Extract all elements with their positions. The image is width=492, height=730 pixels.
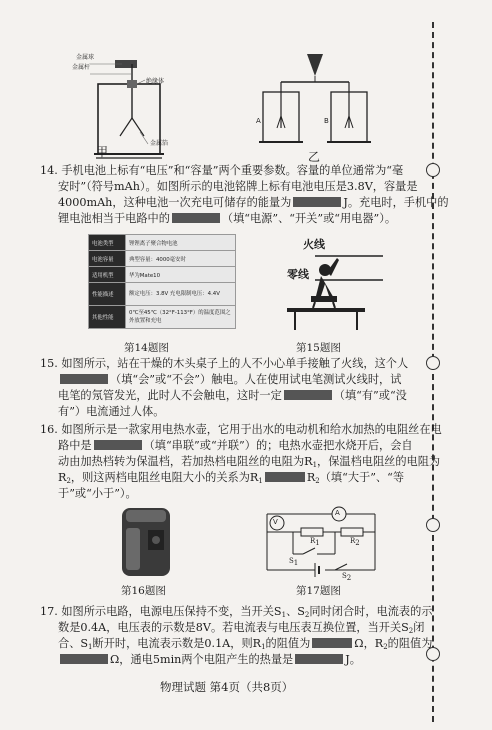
question-15: 15. 如图所示，站在干燥的木头桌子上的人不小心单手接触了火线，这个人 (40, 357, 409, 370)
answer-blank[interactable] (312, 638, 352, 648)
label-a: A (256, 117, 261, 125)
fig16-electric-kettle (112, 500, 182, 580)
q14-line3: 4000mAh，这种电池一次充电可储存的能量为 J。充电时，手机中的 (58, 196, 449, 209)
answer-blank[interactable] (265, 472, 305, 482)
answer-blank[interactable] (295, 654, 343, 664)
answer-blank[interactable] (293, 197, 341, 207)
table-row: 性能描述 额定电压：3.8V 充电限制电压：4.4V (89, 283, 236, 306)
answer-blank[interactable] (60, 654, 108, 664)
r2-label: R2 (350, 537, 360, 547)
figure-caption-yi: 乙 (308, 150, 321, 164)
answer-blank[interactable] (94, 440, 142, 450)
question-14 (40, 163, 403, 179)
q17-line3: 合、$S_1$断开时，电流表示数是0.1A，则$R_1$的阻值为 Ω，$R_2$的阻值为 (58, 637, 433, 651)
figure-15-caption: 第15题图 (296, 342, 341, 354)
answer-blank[interactable] (60, 374, 108, 384)
figure-17-caption: 第17题图 (296, 585, 341, 597)
page-footer: 物理试题 第4页（共8页） (160, 680, 294, 694)
table-row: 电池容量 典型容量：4000毫安时 (89, 251, 236, 267)
binding-hole (426, 356, 440, 370)
fig15-person-on-table (275, 234, 385, 334)
label-metal-rod: 金属杆 (72, 64, 91, 71)
q14-line1: 手机电池上标有“电压”和“容量”两个重要参数。容量的单位通常为“毫 (61, 164, 404, 177)
s1-label: S1 (289, 557, 299, 567)
q15-line4: 有”）电流通过人体。 (58, 405, 165, 418)
label-b: B (324, 117, 329, 125)
label-insulator: 绝缘体 (146, 78, 165, 85)
table-row: 其他性能 0℃至45℃（32°F-113°F）的温度范围之外放置和充电 (89, 306, 236, 329)
label-metal-foil: 金属箔 (150, 140, 169, 147)
r1-label: R1 (310, 537, 320, 547)
q15-line3: 电笔的氖管发光，此时人不会触电，这时一定 （填“有”或“没 (58, 389, 407, 402)
q16-line5: 于”或“小于”）。 (58, 487, 137, 500)
binding-hole (426, 518, 440, 532)
answer-blank[interactable] (172, 213, 220, 223)
figure-14-caption: 第14题图 (124, 342, 169, 354)
q16-line2: 路中是 （填“串联”或“并联”）的；电热水壶把水烧开后，会自 (58, 439, 413, 452)
label-live-wire: 火线 (303, 238, 325, 251)
figure-caption-jia: 甲 (96, 145, 109, 159)
q16-line3: 动由加热档转为保温档，若加热档电阻丝的电阻为$R_1$，保温档电阻丝的电阻为 (58, 455, 441, 469)
q14-number: 14. (40, 164, 58, 177)
label-neutral-wire: 零线 (287, 268, 309, 281)
q16-line4: $R_2$，则这两档电阻丝电阻大小的关系为$R_1$ $R_2$（填“大于”、“等 (58, 471, 405, 485)
table-row: 电池类型 锂锂离子聚合物电池 (89, 235, 236, 251)
table-row: 适用机型 华为Mate10 (89, 267, 236, 283)
battery-spec-table (88, 234, 236, 329)
q14-line2: 安时”（符号mAh）。如图所示的电池铭牌上标有电池电压是3.8V，容量是 (58, 180, 418, 193)
q17-line4: Ω，通电5min两个电阻产生的热量是 J。 (58, 652, 361, 668)
q15-line2: （填“会”或“不会”）触电。人在使用试电笔测试火线时，试 (58, 372, 401, 388)
q14-line4: 锂电池相当于电路中的 （填“电源”、“开关”或“用电器”）。 (58, 212, 397, 225)
voltmeter-label: V (273, 518, 278, 526)
binding-hole (426, 163, 440, 177)
answer-blank[interactable] (284, 390, 332, 400)
question-16: 16. 如图所示是一款家用电热水壶，它用于出水的电动机和给水加热的电阻丝在电 (40, 423, 442, 436)
question-17: 17. 如图所示电路，电源电压保持不变，当开关$S_1$、$S_2$同时闭合时，电流表的示 (40, 605, 433, 619)
figure-16-caption: 第16题图 (121, 585, 166, 597)
ammeter-label: A (335, 509, 340, 517)
s2-label: S2 (342, 572, 352, 582)
label-metal-ball: 金属球 (76, 54, 95, 61)
q17-line2: 数是0.4A，电压表的示数是8V。若电流表与电压表互换位置，当开关$S_2$闭 (58, 621, 425, 635)
two-electroscopes-figure (255, 50, 385, 160)
